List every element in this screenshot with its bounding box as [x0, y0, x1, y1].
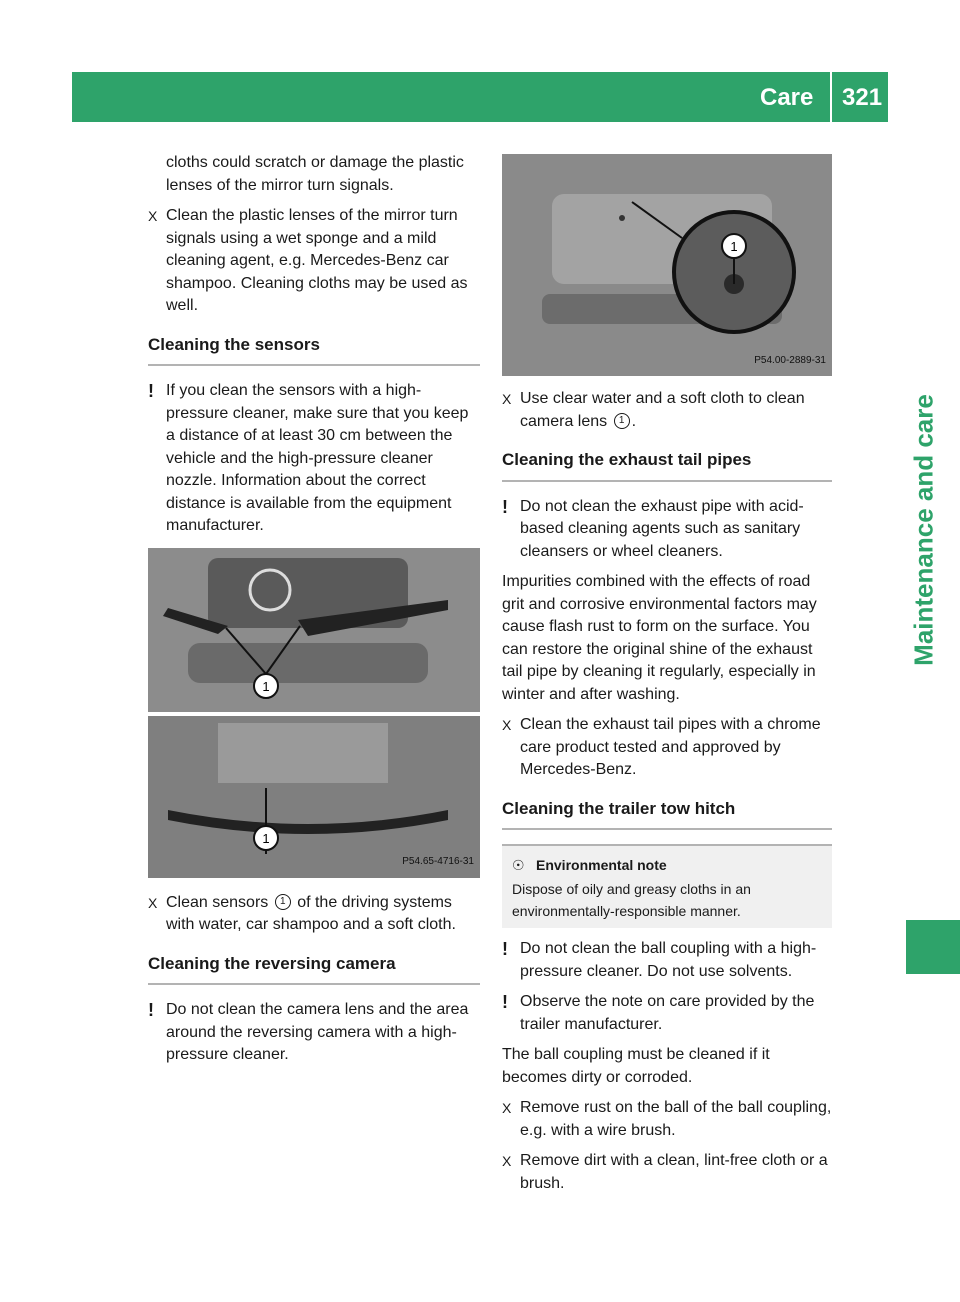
warning-icon: !	[148, 1000, 154, 1020]
sensors-figure	[148, 548, 480, 878]
warning-camera	[148, 999, 480, 1067]
exhaust-paragraph: Impurities combined with the effects of road grit and corrosive environmental factors may cause flash rust to form on the surface. You can restore the original shine of the exhaust tail pipe by cleaning it regularly, especially in winter and after washing.	[502, 573, 817, 703]
warning-text: Do not clean the exhaust pipe with acid-based cleaning agents such as sanitary cleansers or wheel cleaners.	[520, 497, 804, 560]
step-text: Remove dirt with a clean, lint-free cloth or a brush.	[520, 1152, 828, 1192]
step-text: Remove rust on the ball of the ball coupling, e.g. with a wire brush.	[520, 1099, 832, 1139]
step-marker-icon: X	[148, 208, 158, 224]
environmental-note-title-text: Environmental note	[536, 857, 667, 873]
figure-code: P54.65-4716-31	[402, 856, 474, 867]
camera-illustration	[502, 154, 832, 376]
warning-text: Do not clean the camera lens and the area around the reversing camera with a high-pressure cleaner.	[166, 1001, 469, 1063]
step-clean-lenses	[148, 205, 480, 318]
warning-icon: !	[502, 496, 508, 517]
left-column	[148, 152, 480, 1075]
warning-hitch-2	[502, 991, 832, 1036]
intro-text: cloths could scratch or damage the plastic lenses of the mirror turn signals.	[166, 154, 464, 194]
right-column	[502, 152, 832, 1203]
svg-text:1: 1	[262, 830, 270, 846]
page-number: 321	[842, 84, 883, 111]
step-marker-icon: X	[502, 1100, 512, 1116]
step-marker-icon: X	[148, 894, 158, 911]
step-remove-rust	[502, 1097, 832, 1142]
section-title: Care	[760, 84, 814, 111]
step-text: Use clear water and a soft cloth to clean camera lens	[520, 390, 805, 430]
warning-icon: !	[148, 381, 154, 401]
environmental-note-title	[512, 854, 822, 876]
step-text: Clean the plastic lenses of the mirror turn signals using a wet sponge and a mild cleaning agent, e.g. Mercedes-Benz car shampoo. Cleaning cloths may be used as well.	[166, 207, 468, 314]
svg-text:1: 1	[730, 239, 738, 254]
camera-figure	[502, 154, 832, 376]
heading-hitch: Cleaning the trailer tow hitch	[502, 798, 832, 831]
heading-exhaust: Cleaning the exhaust tail pipes	[502, 449, 832, 482]
warning-text: If you clean the sensors with a high-pressure cleaner, make sure that you keep a distance of at least 30 cm between the vehicle and the high-pressure cleaner nozzle. Information about the correct distance is available from the equipment manufacturer.	[166, 382, 469, 534]
callout-1-icon: 1	[614, 413, 630, 429]
step-clean-exhaust	[502, 714, 832, 782]
environmental-note-text: Dispose of oily and greasy cloths in an environmentally-responsible manner.	[512, 881, 751, 919]
warning-hitch-1	[502, 938, 832, 983]
step-marker-icon: X	[502, 717, 512, 733]
step-text: Clean sensors	[166, 893, 269, 911]
warning-exhaust	[502, 496, 832, 564]
step-clean-sensors	[148, 892, 480, 937]
step-marker-icon: X	[502, 1153, 512, 1169]
svg-text:1: 1	[262, 678, 270, 694]
header-divider	[830, 72, 832, 122]
chapter-tab-marker	[906, 920, 960, 974]
warning-icon: !	[502, 992, 508, 1012]
heading-sensors: Cleaning the sensors	[148, 334, 480, 367]
callout-1-icon: 1	[275, 894, 291, 910]
figure-code: P54.00-2889-31	[754, 354, 826, 366]
warning-text: Do not clean the ball coupling with a high-pressure cleaner. Do not use solvents.	[520, 940, 817, 980]
warning-sensors	[148, 380, 480, 538]
step-text-cont: of the driving systems with water, car shampoo and a soft cloth.	[166, 893, 456, 933]
sensors-illustration	[148, 548, 480, 878]
chapter-tab-label: Maintenance and care	[908, 394, 939, 666]
warning-text: Observe the note on care provided by the trailer manufacturer.	[520, 993, 815, 1033]
step-clean-camera: X Use clear water and a soft cloth to clean camera lens 1 .	[502, 390, 805, 430]
hitch-paragraph: The ball coupling must be cleaned if it becomes dirty or corroded.	[502, 1046, 770, 1086]
step-text: Clean the exhaust tail pipes with a chrome care product tested and approved by Mercedes-Benz.	[520, 716, 821, 778]
step-marker-icon: X	[502, 391, 512, 407]
heading-camera: Cleaning the reversing camera	[148, 953, 480, 986]
environmental-note	[502, 844, 832, 928]
warning-icon: !	[502, 939, 508, 959]
step-remove-dirt	[502, 1150, 832, 1195]
lightbulb-icon: ☉	[512, 857, 525, 873]
